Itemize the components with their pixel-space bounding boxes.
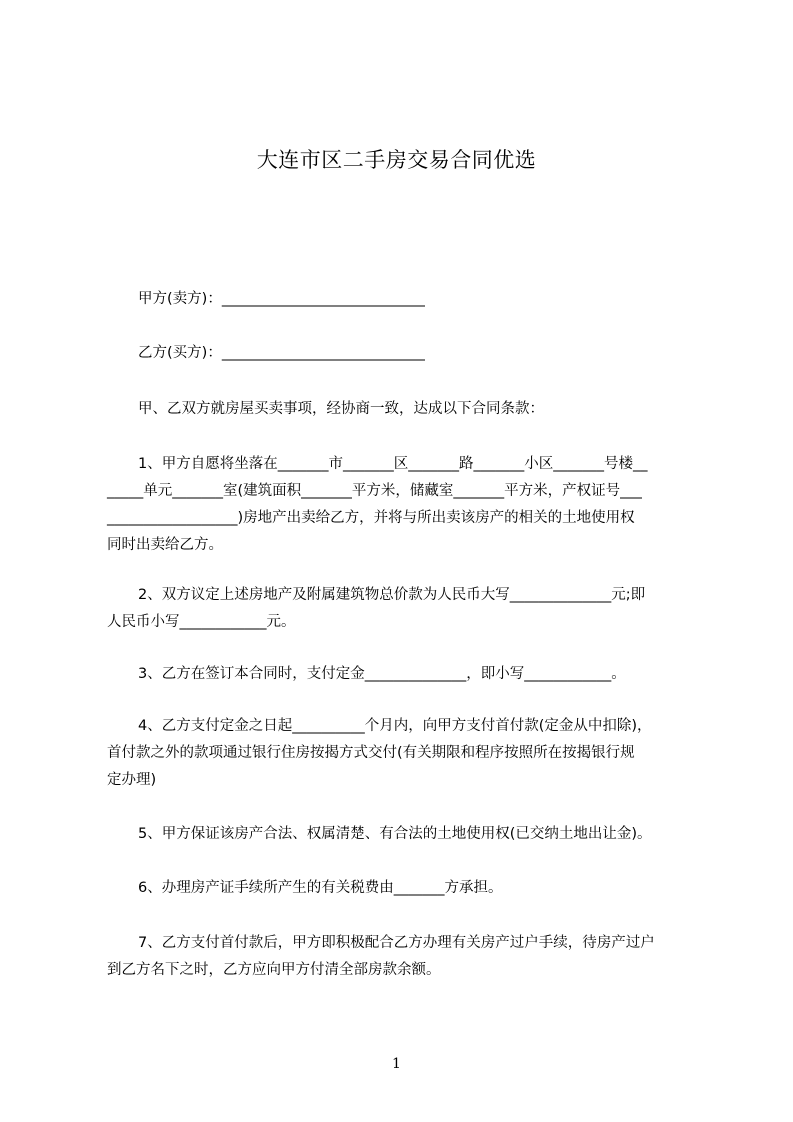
clause-1-line: 1、甲方自愿将坐落在_______市_______区_______路_______小区_______号楼__ xyxy=(138,456,648,472)
clause-2-line: 人民币小写____________元。 xyxy=(107,614,296,630)
clause-2-line: 2、双方议定上述房地产及附属建筑物总价款为人民币大写______________元;即 xyxy=(138,587,646,603)
clause-4-line: 首付款之外的款项通过银行住房按揭方式交付(有关期限和程序按照所在按揭银行规 xyxy=(107,745,635,761)
clause-1-line: __________________)房地产出卖给乙方，并将与所出卖该房产的相关的土地使用权 xyxy=(107,510,635,526)
party-a-line: 甲方(卖方)：____________________________ xyxy=(138,291,425,307)
intro-paragraph: 甲、乙双方就房屋买卖事项，经协商一致，达成以下合同条款： xyxy=(138,401,544,417)
document-title: 大连市区二手房交易合同优选 xyxy=(256,148,537,172)
clause-7-line: 7、乙方支付首付款后，甲方即积极配合乙方办理有关房产过户手续，待房产过户 xyxy=(138,935,655,951)
clause-6-line: 6、办理房产证手续所产生的有关税费由_______方承担。 xyxy=(138,880,503,896)
clause-5-line: 5、甲方保证该房产合法、权属清楚、有合法的土地使用权(已交纳土地出让金)。 xyxy=(138,826,652,842)
clause-1-line: _____单元_______室(建筑面积_______平方米，储藏室_______平方米，产权证号___ xyxy=(107,483,642,499)
clause-4-line: 4、乙方支付定金之日起__________个月内，向甲方支付首付款(定金从中扣除)， xyxy=(138,718,652,734)
clause-3-line: 3、乙方在签订本合同时，支付定金______________，即小写____________。 xyxy=(138,666,626,682)
page-number: 1 xyxy=(392,1056,401,1072)
clause-4-line: 定办理) xyxy=(107,772,157,788)
clause-1-line: 同时出卖给乙方。 xyxy=(107,537,223,553)
clause-7-line: 到乙方名下之时，乙方应向甲方付清全部房款余额。 xyxy=(107,962,441,978)
party-b-line: 乙方(买方)：____________________________ xyxy=(138,345,425,361)
